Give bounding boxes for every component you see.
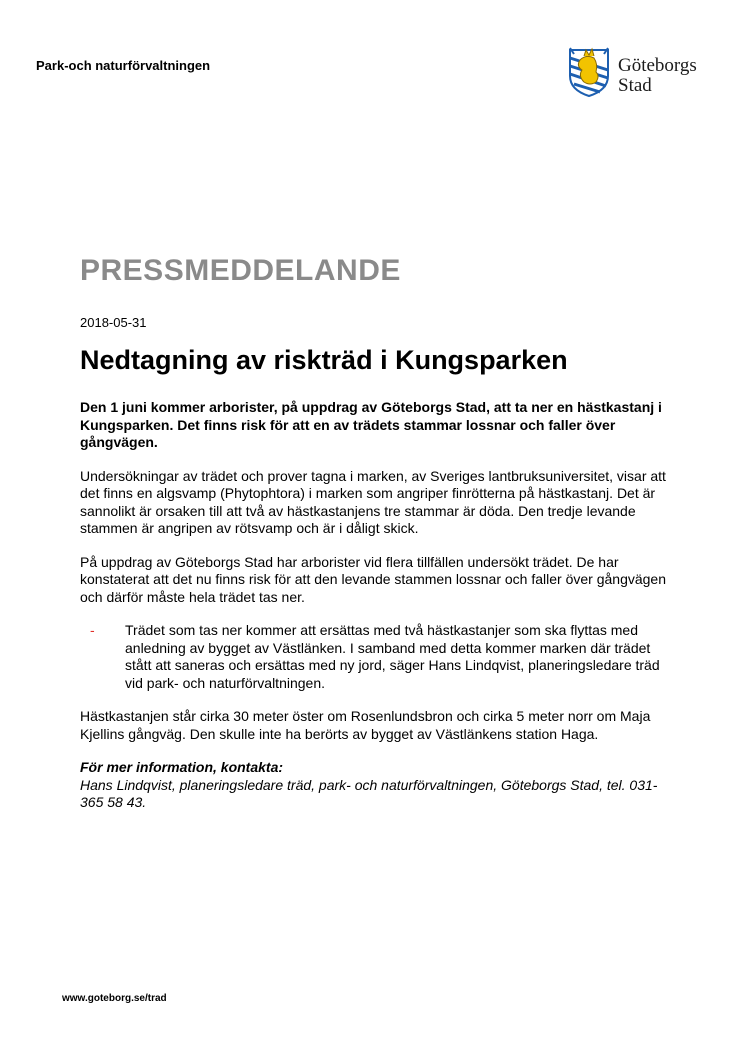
- footer-url: www.goteborg.se/trad: [62, 993, 167, 1004]
- release-date: 2018-05-31: [80, 315, 147, 330]
- paragraph-2: På uppdrag av Göteborgs Stad har arborister vid flera tillfällen undersökt trädet. De har konstaterat att det nu finns risk för att den levande stammen lossnar och faller över gångvägen och därför måste hela trädet tas ner.: [80, 553, 666, 605]
- contact-block: [80, 759, 680, 812]
- goteborgs-stad-logo: [566, 46, 716, 98]
- headline: Nedtagning av riskträd i Kungsparken: [80, 345, 568, 375]
- document-type: PRESSMEDDELANDE: [80, 254, 401, 287]
- department-name: Park-och naturförvaltningen: [36, 58, 211, 73]
- coat-of-arms-icon: [566, 46, 612, 98]
- paragraph-1: Undersökningar av trädet och prover tagna i marken, av Sveriges lantbruksuniversitet, visar att det finns en algsvamp (Phytophtora) i marken som angriper finrötterna på hästkastanj. Det är sannolikt är orsaken till att två av hästkastanjens tre stammar är döda. Den tredje levande stammen är angripen av rötsvamp och är i dåligt skick.: [80, 467, 666, 536]
- logo-wordmark: [618, 56, 697, 96]
- paragraph-3: Hästkastanjen står cirka 30 meter öster om Rosenlundsbron och cirka 5 meter norr om Maja Kjellins gångväg. Den skulle inte ha berörts av bygget av Västlänkens station Haga.: [80, 708, 651, 742]
- logo-line-2: Stad: [618, 75, 652, 96]
- logo-line-1: Göteborgs: [618, 55, 697, 76]
- lead-paragraph: Den 1 juni kommer arborister, på uppdrag av Göteborgs Stad, att ta ner en hästkastanj i Kungsparken. Det finns risk för att en av trädets stammar lossnar och faller över gångvägen.: [80, 399, 662, 450]
- article-body: [80, 399, 680, 812]
- bullet-dash-icon: -: [90, 622, 95, 638]
- quote-text: Trädet som tas ner kommer att ersättas med två hästkastanjer som ska flyttas med anledning av bygget av Västlänken. I samband med detta kommer marken där trädet stått att saneras och ersättas med ny jord, säger Hans Lindqvist, planeringsledare träd vid park- och naturförvaltningen.: [125, 622, 660, 691]
- contact-title: För mer information, kontakta:: [80, 759, 284, 775]
- contact-details: Hans Lindqvist, planeringsledare träd, park- och naturförvaltningen, Göteborgs Stad, tel. 031-365 58 43.: [80, 776, 658, 810]
- quote-bullet: [90, 622, 680, 692]
